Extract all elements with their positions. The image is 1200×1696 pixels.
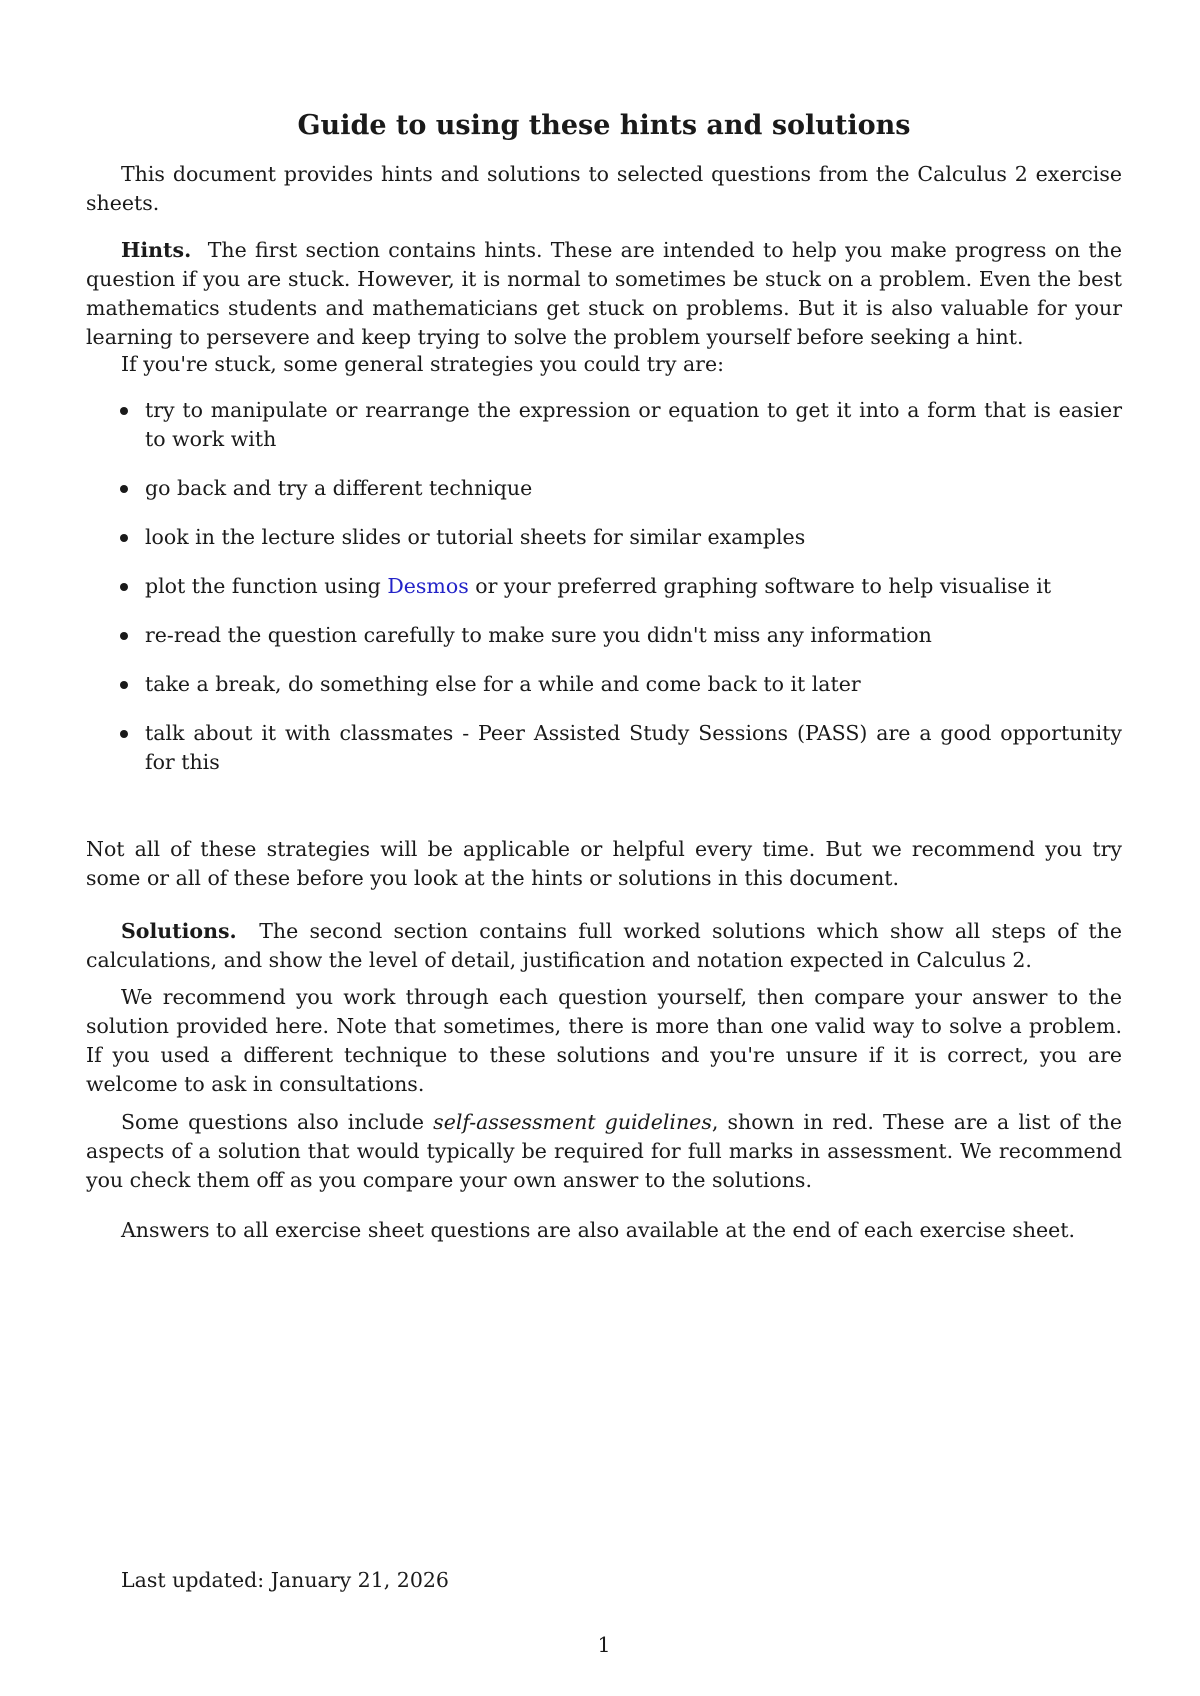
solutions-text: The second section contains full worked solutions which show all steps of the calculations, and show the level of detail, justification and notation expected in Calculus 2. (86, 919, 1122, 972)
solutions-heading: Solutions. (121, 919, 237, 943)
hints-text: The first section contains hints. These are intended to help you make progress on the question if you are stuck. However, it is normal to sometimes be stuck on a problem. Even the best mathematics students and mathematicians get stuck on problems. But it is also valuable for your learning to persevere and keep trying to solve the problem yourself before seeking a hint. (86, 238, 1122, 349)
solutions-paragraph-3: Some questions also include self-assessment guidelines, shown in red. These are a list of the aspects of a solution that would typically be required for full marks in assessment. We recommend you check them off as you compare your own answer to the solutions. (86, 1110, 1122, 1192)
list-item: re-read the question carefully to make sure you didn't miss any information (86, 621, 1122, 650)
bullet-icon (120, 407, 128, 415)
bullet-icon (120, 681, 128, 689)
strategies-list (86, 396, 1122, 797)
list-item: plot the function using Desmos or your preferred graphing software to help visualise it (86, 572, 1122, 601)
list-item: try to manipulate or rearrange the expression or equation to get it into a form that is easier to work with (86, 396, 1122, 454)
solutions-section (86, 917, 1122, 975)
strategies-closing: Not all of these strategies will be applicable or helpful every time. But we recommend you try some or all of these before you look at the hints or solutions in this document. (86, 837, 1122, 890)
list-item: take a break, do something else for a while and come back to it later (86, 670, 1122, 699)
page-number: 1 (597, 1633, 611, 1657)
solutions-paragraph (86, 917, 1122, 975)
self-assessment-term: self-assessment guidelines (433, 1110, 712, 1134)
bullet-icon (120, 534, 128, 542)
page-title: Guide to using these hints and solutions (297, 110, 911, 141)
bullet-icon (120, 730, 128, 738)
desmos-link[interactable]: Desmos (387, 574, 469, 598)
document-page (86, 0, 1122, 1696)
answers-note: Answers to all exercise sheet questions are also available at the end of each exercise sheet. (121, 1218, 1076, 1242)
bullet-icon (120, 485, 128, 493)
list-item: talk about it with classmates - Peer Assisted Study Sessions (PASS) are a good opportunity for this (86, 719, 1122, 777)
bullet-icon (120, 583, 128, 591)
last-updated: Last updated: January 21, 2026 (121, 1568, 449, 1592)
hints-section (86, 236, 1122, 352)
solutions-paragraph-2: We recommend you work through each question yourself, then compare your answer to the solution provided here. Note that sometimes, there is more than one valid way to solve a problem. If you used a different technique to these solutions and you're unsure if it is correct, you are welcome to ask in consultations. (86, 985, 1122, 1096)
bullet-icon (120, 632, 128, 640)
list-item: go back and try a different technique (86, 474, 1122, 503)
intro-paragraph: This document provides hints and solutions to selected questions from the Calculus 2 exercise sheets. (86, 162, 1122, 215)
strategies-intro: If you're stuck, some general strategies you could try are: (121, 352, 724, 376)
list-item: look in the lecture slides or tutorial sheets for similar examples (86, 523, 1122, 552)
hints-paragraph (86, 236, 1122, 352)
hints-heading: Hints. (121, 238, 192, 262)
